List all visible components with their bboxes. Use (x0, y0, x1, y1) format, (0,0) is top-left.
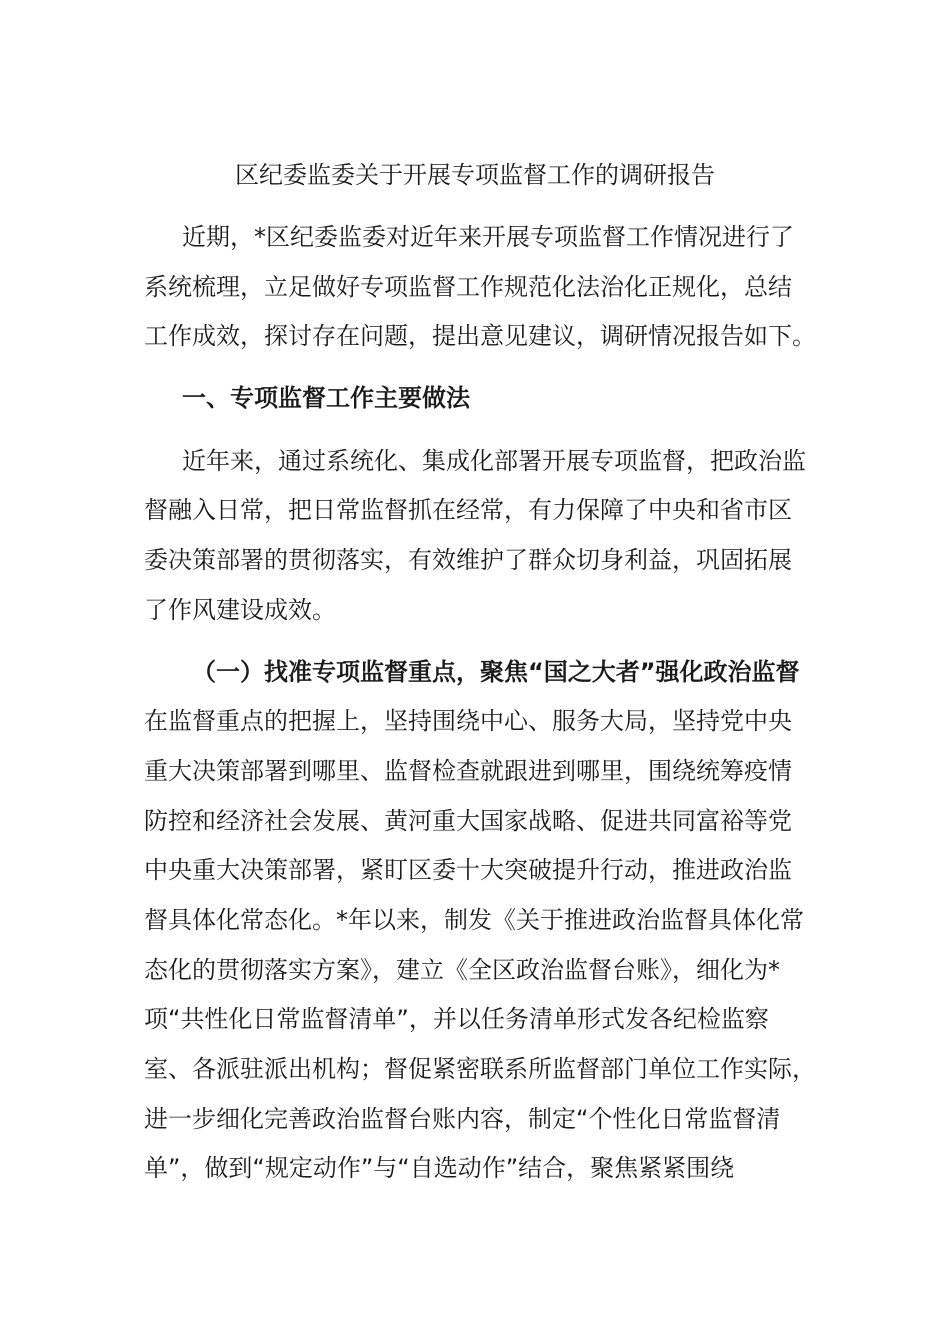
subsection-one-line-1: 在监督重点的把握上，坚持围绕中心、服务大局，坚持党中央 (144, 707, 792, 735)
section-one-line-2: 督融入日常，把日常监督抓在经常，有力保障了中央和省市区 (144, 496, 792, 524)
intro-line-3: 工作成效，探讨存在问题，提出意见建议，调研情况报告如下。 (144, 322, 816, 350)
subsection-one-line-6: 态化的贯彻落实方案》，建立《全区政治监督台账》，细化为* (144, 956, 780, 984)
section-one-heading: 一、专项监督工作主要做法 (182, 384, 470, 412)
subsection-one-line-4: 中央重大决策部署，紧盯区委十大突破提升行动，推进政治监 (144, 856, 792, 884)
intro-line-2: 系统梳理，立足做好专项监督工作规范化法治化正规化，总结 (144, 273, 792, 301)
section-one-line-4: 了作风建设成效。 (144, 596, 336, 624)
subsection-one-heading: （一）找准专项监督重点，聚焦“国之大者”强化政治监督 (192, 658, 800, 686)
subsection-one-line-8: 室、各派驻派出机构；督促紧密联系所监督部门单位工作实际， (144, 1055, 816, 1083)
intro-line-1: 近期，*区纪委监委对近年来开展专项监督工作情况进行了 (182, 223, 794, 251)
subsection-one-line-2: 重大决策部署到哪里、监督检查就跟进到哪里，围绕统筹疫情 (144, 757, 792, 785)
section-one-line-3: 委决策部署的贯彻落实，有效维护了群众切身利益，巩固拓展 (144, 546, 792, 574)
document-title: 区纪委监委关于开展专项监督工作的调研报告 (235, 161, 715, 189)
section-one-line-1: 近年来，通过系统化、集成化部署开展专项监督，把政治监 (182, 447, 806, 475)
subsection-one-line-9: 进一步细化完善政治监督台账内容，制定“个性化日常监督清 (144, 1105, 781, 1133)
subsection-one-line-5: 督具体化常态化。*年以来，制发《关于推进政治监督具体化常 (144, 906, 804, 934)
subsection-one-line-10: 单”，做到“规定动作”与“自选动作”结合，聚焦紧紧围绕 (144, 1154, 735, 1182)
subsection-one-line-3: 防控和经济社会发展、黄河重大国家战略、促进共同富裕等党 (144, 807, 792, 835)
subsection-one-line-7: 项“共性化日常监督清单”，并以任务清单形式发各纪检监察 (144, 1005, 769, 1033)
